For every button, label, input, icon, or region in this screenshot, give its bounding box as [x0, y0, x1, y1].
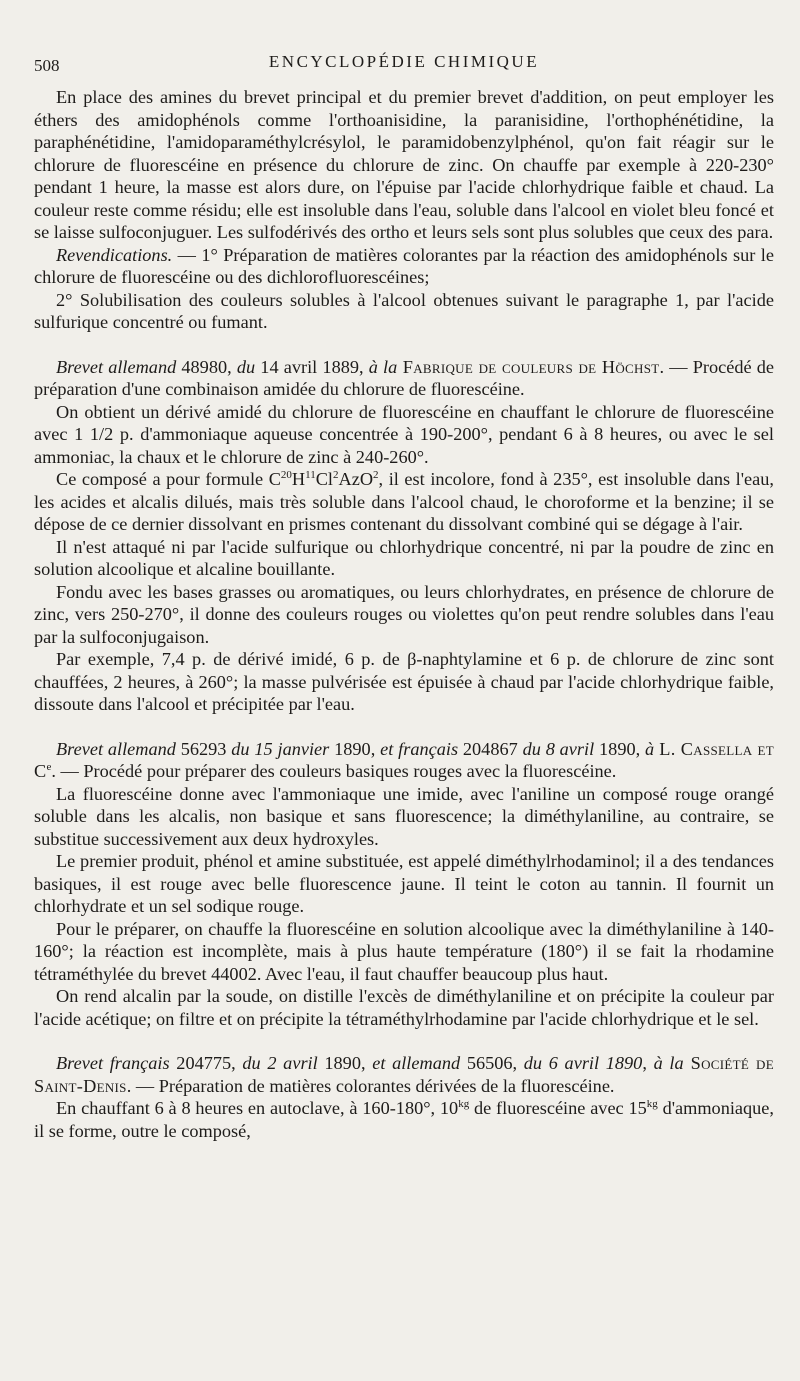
patent-number: 56293 — [175, 738, 232, 759]
patent-heading — [34, 1052, 774, 1097]
formula-text: Cl — [315, 469, 333, 489]
claims-paragraph-2: 2° Solubilisation des couleurs solubles à l'alcool obtenues suivant le paragraphe 1, par l'acide sulfurique concentré ou fumant. — [34, 289, 774, 332]
patent-company-sup: e — [46, 760, 52, 773]
patent-company: L. Cassella et C — [34, 738, 775, 781]
formula-text: AzO — [338, 469, 374, 489]
patent-date: 14 avril 1889, — [255, 356, 369, 377]
patent-du: du — [242, 1053, 261, 1073]
section-gap — [34, 334, 774, 356]
paragraph — [34, 1097, 774, 1142]
running-title: ENCYCLOPÉDIE CHIMIQUE — [268, 52, 540, 71]
section-gap — [34, 1030, 774, 1052]
patent-type: Brevet français — [56, 1053, 170, 1073]
patent-type-2: et allemand — [372, 1053, 461, 1073]
paragraph-text: d'ammoniaque, il se forme, outre le composé, — [34, 1098, 774, 1141]
paragraph: La fluorescéine donne avec l'ammoniaque une imide, avec l'aniline un composé rouge orangé soluble dans les alcalis, non basique et sans fluorescence; la diméthylaniline, au contraire, se substitue successivement aux deux hydroxyles. — [34, 783, 774, 849]
paragraph-text: de fluorescéine avec 15 — [469, 1098, 647, 1118]
patent-sep: , — [642, 1053, 654, 1073]
formula-text: , il est incolore, fond à 235°, est insoluble dans l'eau, les acides et alcalis dilués, mais très soluble dans l'alcool chaud, le choroforme et la benzine; il se dépose de ce dernier dissolvant en prismes contenant du dissolvant combiné qui se dégage à l'air. — [34, 469, 774, 534]
unit-sup: kg — [646, 1097, 658, 1110]
formula-sup: 2 — [373, 468, 379, 481]
claims-label: Revendications. — [56, 244, 173, 265]
paragraph: Pour le préparer, on chauffe la fluorescéine en solution alcoolique avec la diméthylaniline à 140-160°; la réaction est incomplète, mais à plus haute température (180°) il se fait la rhodamine tétraméthylée du brevet 44002. Avec l'eau, il faut chauffer beaucoup plus haut. — [34, 918, 774, 984]
patent-a: à la — [368, 356, 398, 377]
formula-sup: 2 — [333, 468, 339, 481]
patent-a: à la — [653, 1053, 684, 1073]
paragraph: Le premier produit, phénol et amine substituée, est appelé diméthylrhodaminol; il a des tendances basiques, il est rouge avec belle fluorescence jaune. Il teint le coton au tannin. Il fournit un chlorhydrate et un sel sodique rouge. — [34, 851, 774, 916]
unit-sup: kg — [458, 1097, 470, 1110]
formula-text: H — [291, 469, 306, 489]
patent-title: . — Préparation de matières colorantes dérivées de la fluorescéine. — [126, 1075, 615, 1096]
patent-date-2: 8 avril — [540, 738, 595, 759]
patent-a: à — [645, 738, 655, 759]
formula-sup: 11 — [305, 468, 316, 481]
patent-heading — [34, 356, 774, 401]
page-header — [34, 50, 774, 86]
patent-du: du — [522, 738, 541, 759]
patent-du: du — [231, 738, 250, 759]
patent-year: 1890, — [317, 1053, 373, 1073]
patent-number-2: 204867 — [458, 738, 523, 759]
patent-year-2: 1890, — [594, 738, 646, 759]
formula-text: Ce composé a pour formule C — [56, 469, 281, 489]
paragraph: Fondu avec les bases grasses ou aromatiques, ou leurs chlorhydrates, en présence de chlorure de zinc, vers 250-270°, il donne des couleurs rouges ou violettes qu'on peut rendre solubles dans l'eau par la sulfoconjugaison. — [34, 581, 774, 647]
formula-sup: 20 — [280, 468, 292, 481]
paragraph: On rend alcalin par la soude, on distille l'excès de diméthylaniline et on précipite la couleur par l'acide acétique; on filtre et on précipite la tétraméthylrhodamine par l'acide chlorhydrique et le sel. — [34, 986, 774, 1029]
patent-number: 204775, — [169, 1053, 243, 1073]
paragraph: On obtient un dérivé amidé du chlorure de fluorescéine en chauffant le chlorure de fluorescéine avec 1 1/2 p. d'ammoniaque aqueuse concentrée à 190-200°, pendant 6 à 8 heures, ou avec le sel ammoniac, la chaux et le chlorure de zinc à 240-260°. — [34, 401, 774, 467]
patent-year: 1890, — [329, 738, 381, 759]
patent-title: . — Procédé pour préparer des couleurs basiques rouges avec la fluorescéine. — [51, 761, 617, 781]
paragraph: Il n'est attaqué ni par l'acide sulfurique ou chlorhydrique concentré, ni par la poudre de zinc en solution alcoolique et alcaline bouillante. — [34, 536, 774, 579]
patent-number: 48980, — [176, 356, 237, 377]
patent-heading — [34, 738, 774, 783]
claims-paragraph — [34, 244, 774, 289]
patent-company: Fabrique de couleurs de Höchst — [397, 356, 660, 377]
patent-du: du — [236, 356, 256, 377]
patent-type-2: et français — [380, 738, 459, 759]
patent-date: 2 avril — [260, 1053, 318, 1073]
patent-type: Brevet allemand — [56, 356, 177, 377]
patent-company: Société de Saint-Denis — [34, 1053, 774, 1096]
patent-number-2: 56506, — [460, 1053, 524, 1073]
paragraph: En place des amines du brevet principal et du premier brevet d'addition, on peut employer les éthers des amidophénols comme l'orthoanisidine, la paranisidine, l'orthophénétidine, la paraphénétidine, l'amidoparaméthylcrésylol, le paramidobenzylphénol, qu'on fait réagir sur le chlorure de fluorescéine en présence du chlorure de zinc. On chauffe par exemple à 220-230° pendant 1 heure, la masse est alors dure, on l'épuise par l'acide chlorhydrique faible et chaud. La couleur reste comme résidu; elle est insoluble dans l'eau, soluble dans l'alcool en violet bleu foncé et se laisse sulfoconjuguer. Les sulfodérivés des ortho et leurs sels sont plus solubles que ceux des para. — [34, 87, 774, 242]
section-gap — [34, 716, 774, 738]
patent-date-2: 6 avril 1890 — [542, 1053, 643, 1073]
formula-paragraph — [34, 468, 774, 536]
page-number: 508 — [34, 56, 60, 75]
claims-text: — 1° Préparation de matières colorantes par la réaction des amidophénols sur le chlorure de fluorescéine ou des dichlorofluorescéines; — [34, 244, 774, 287]
patent-date: 15 janvier — [249, 738, 330, 759]
patent-type: Brevet allemand — [56, 738, 176, 759]
paragraph-text: En chauffant 6 à 8 heures en autoclave, à 160-180°, 10 — [56, 1098, 459, 1118]
paragraph: Par exemple, 7,4 p. de dérivé imidé, 6 p. de β-naphtylamine et 6 p. de chlorure de zinc sont chauffées, 2 heures, à 260°; la masse pulvérisée est épuisée à chaud par l'acide chlorhydrique faible, dissoute dans l'alcool et précipitée par l'eau. — [34, 649, 774, 714]
patent-du: du — [523, 1053, 543, 1073]
patent-title: . — Procédé de préparation d'une combinaison amidée du chlorure de fluorescéine. — [34, 356, 774, 399]
